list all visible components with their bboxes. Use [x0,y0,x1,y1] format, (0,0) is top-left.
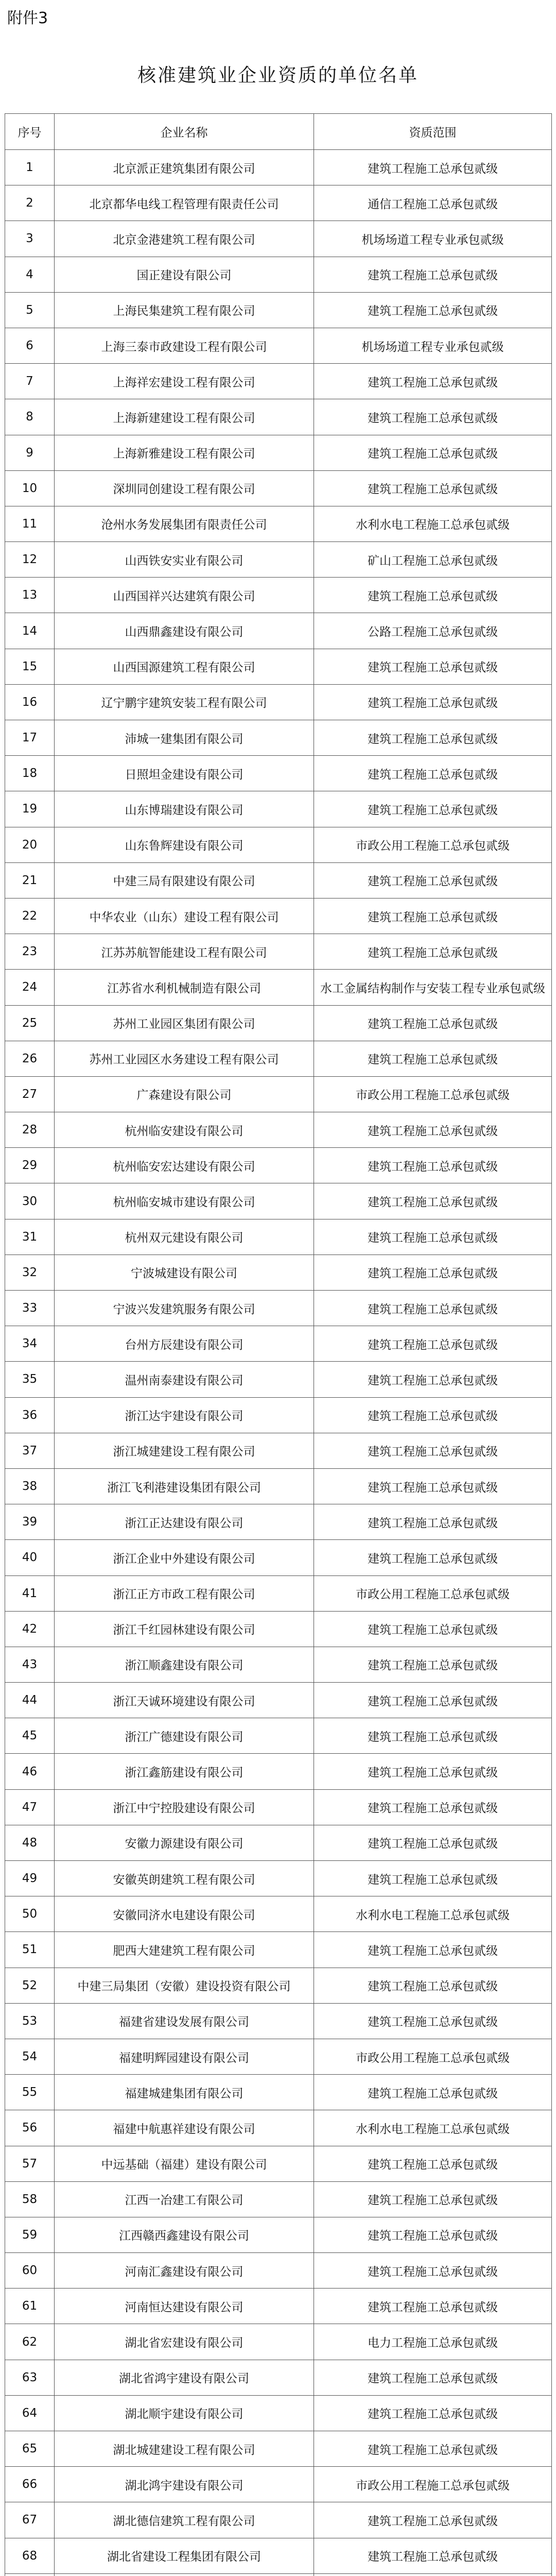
cell-serial-number: 10 [5,470,55,506]
cell-company-name: 湖北城建建设工程有限公司 [55,2431,314,2467]
table-row [5,2431,552,2467]
cell-serial-number: 11 [5,506,55,541]
cell-serial-number: 36 [5,1397,55,1433]
table-row [5,898,552,934]
cell-qualification-scope: 建筑工程施工总承包贰级 [314,1683,552,1718]
table-row [5,2538,552,2573]
cell-company-name: 浙江天诚环境建设有限公司 [55,1683,314,1718]
cell-serial-number: 13 [5,578,55,613]
cell-qualification-scope: 建筑工程施工总承包贰级 [314,2502,552,2538]
cell-serial-number: 62 [5,2324,55,2360]
cell-serial-number: 3 [5,221,55,257]
cell-serial-number: 38 [5,1468,55,1504]
table-row [5,542,552,578]
table-row [5,1825,552,1860]
cell-company-name: 山东博瑞建设有限公司 [55,791,314,827]
cell-qualification-scope: 机场场道工程专业承包贰级 [314,221,552,257]
cell-company-name: 中建三局有限建设有限公司 [55,862,314,898]
table-row [5,257,552,292]
cell-qualification-scope: 市政公用工程施工总承包贰级 [314,827,552,862]
cell-qualification-scope: 市政公用工程施工总承包贰级 [314,2467,552,2502]
table-row [5,2253,552,2289]
table-row [5,2467,552,2502]
cell-qualification-scope: 建筑工程施工总承包贰级 [314,364,552,399]
cell-serial-number [5,2573,55,2576]
cell-qualification-scope: 建筑工程施工总承包贰级 [314,1255,552,1290]
table-row [5,185,552,221]
table-row [5,2039,552,2074]
cell-company-name: 上海新建建设工程有限公司 [55,399,314,435]
cell-company-name: 河南汇鑫建设有限公司 [55,2253,314,2289]
cell-company-name: 浙江达宇建设有限公司 [55,1397,314,1433]
table-row [5,2217,552,2252]
cell-company-name: 河南恒达建设有限公司 [55,2289,314,2324]
table-row [5,1468,552,1504]
cell-serial-number: 29 [5,1148,55,1183]
table-row [5,791,552,827]
cell-qualification-scope: 建筑工程施工总承包贰级 [314,2360,552,2395]
cell-qualification-scope: 建筑工程施工总承包贰级 [314,1968,552,2003]
cell-company-name: 宁波兴发建筑服务有限公司 [55,1291,314,1326]
cell-serial-number: 54 [5,2039,55,2074]
table-row [5,1683,552,1718]
cell-qualification-scope: 建筑工程施工总承包贰级 [314,2289,552,2324]
cell-company-name: 浙江千红园林建设有限公司 [55,1611,314,1647]
cell-serial-number: 40 [5,1540,55,1575]
cell-serial-number: 22 [5,898,55,934]
cell-company-name: 中华农业（山东）建设工程有限公司 [55,898,314,934]
cell-qualification-scope: 建筑工程施工总承包贰级 [314,934,552,970]
cell-qualification-scope: 建筑工程施工总承包贰级 [314,1148,552,1183]
table-row [5,1718,552,1754]
cell-serial-number: 19 [5,791,55,827]
table-row [5,2395,552,2431]
table-row [5,1504,552,1540]
table-row [5,1041,552,1076]
cell-company-name: 浙江中宁控股建设有限公司 [55,1789,314,1825]
cell-qualification-scope: 建筑工程施工总承包贰级 [314,1754,552,1789]
cell-serial-number: 53 [5,2003,55,2039]
cell-qualification-scope: 公路工程施工总承包贰级 [314,613,552,649]
cell-serial-number: 45 [5,1718,55,1754]
table-row [5,1255,552,1290]
cell-qualification-scope: 建筑工程施工总承包贰级 [314,2217,552,2252]
document-title: 核准建筑业企业资质的单位名单 [137,65,419,86]
cell-qualification-scope: 市政公用工程施工总承包贰级 [314,2039,552,2074]
cell-company-name: 湖北德信建筑工程有限公司 [55,2502,314,2538]
cell-qualification-scope: 建筑工程施工总承包贰级 [314,1433,552,1468]
cell-company-name: 杭州临安建设有限公司 [55,1112,314,1148]
cell-serial-number: 58 [5,2181,55,2217]
cell-company-name: 浙江正达建设有限公司 [55,1504,314,1540]
cell-company-name: 湖北鸿宇建设有限公司 [55,2467,314,2502]
cell-serial-number: 32 [5,1255,55,1290]
cell-company-name: 安徽同济水电建设有限公司 [55,1896,314,1932]
cell-serial-number: 49 [5,1861,55,1896]
cell-qualification-scope [314,2573,552,2576]
cell-qualification-scope: 市政公用工程施工总承包贰级 [314,1575,552,1611]
cell-serial-number: 23 [5,934,55,970]
cell-qualification-scope: 建筑工程施工总承包贰级 [314,399,552,435]
cell-company-name: 江西赣西鑫建设有限公司 [55,2217,314,2252]
cell-qualification-scope: 通信工程施工总承包贰级 [314,185,552,221]
cell-serial-number: 27 [5,1076,55,1112]
table-row [5,827,552,862]
cell-qualification-scope: 建筑工程施工总承包贰级 [314,649,552,684]
cell-company-name: 山西铁安实业有限公司 [55,542,314,578]
cell-company-name: 北京派正建筑集团有限公司 [55,150,314,185]
cell-serial-number: 33 [5,1291,55,1326]
cell-qualification-scope: 建筑工程施工总承包贰级 [314,1611,552,1647]
cell-company-name: 浙江顺鑫建设有限公司 [55,1647,314,1682]
cell-qualification-scope: 建筑工程施工总承包贰级 [314,1647,552,1682]
cell-serial-number: 17 [5,720,55,756]
table-row [5,2360,552,2395]
table-row [5,435,552,470]
cell-serial-number: 46 [5,1754,55,1789]
cell-serial-number: 8 [5,399,55,435]
cell-company-name: 辽宁鹏宇建筑安装工程有限公司 [55,684,314,720]
cell-qualification-scope: 建筑工程施工总承包贰级 [314,1540,552,1575]
cell-company-name: 广森建设有限公司 [55,1076,314,1112]
table-row [5,150,552,185]
cell-qualification-scope: 建筑工程施工总承包贰级 [314,470,552,506]
cell-serial-number: 35 [5,1362,55,1397]
cell-company-name: 浙江广德建设有限公司 [55,1718,314,1754]
cell-company-name: 肥西大建建筑工程有限公司 [55,1932,314,1968]
cell-qualification-scope: 建筑工程施工总承包贰级 [314,1112,552,1148]
cell-qualification-scope: 建筑工程施工总承包贰级 [314,2538,552,2573]
cell-qualification-scope: 建筑工程施工总承包贰级 [314,2253,552,2289]
cell-company-name: 浙江鑫筋建设有限公司 [55,1754,314,1789]
table-row [5,1540,552,1575]
table-row [5,1397,552,1433]
cell-company-name: 国正建设有限公司 [55,257,314,292]
cell-company-name: 日照坦金建设有限公司 [55,756,314,791]
cell-serial-number: 2 [5,185,55,221]
table-row [5,1433,552,1468]
cell-company-name: 杭州临安城市建设有限公司 [55,1183,314,1219]
cell-serial-number: 42 [5,1611,55,1647]
cell-company-name: 沛城一建集团有限公司 [55,720,314,756]
cell-qualification-scope: 建筑工程施工总承包贰级 [314,1291,552,1326]
cell-company-name: 上海新雅建设工程有限公司 [55,435,314,470]
table-row [5,1148,552,1183]
cell-company-name: 江苏省水利机械制造有限公司 [55,970,314,1005]
cell-company-name: 深圳同创建设工程有限公司 [55,470,314,506]
cell-serial-number: 64 [5,2395,55,2431]
table-row [5,399,552,435]
cell-qualification-scope: 建筑工程施工总承包贰级 [314,1183,552,1219]
table-row [5,720,552,756]
cell-serial-number: 1 [5,150,55,185]
cell-qualification-scope: 建筑工程施工总承包贰级 [314,1789,552,1825]
cell-serial-number: 5 [5,292,55,328]
cell-serial-number: 12 [5,542,55,578]
cell-company-name: 福建中航惠祥建设有限公司 [55,2110,314,2146]
cell-qualification-scope: 建筑工程施工总承包贰级 [314,898,552,934]
table-row [5,1789,552,1825]
cell-company-name: 湖北省宏建设有限公司 [55,2324,314,2360]
table-row [5,2181,552,2217]
cell-company-name: 温州南泰建设有限公司 [55,1362,314,1397]
cell-company-name: 苏州工业园区集团有限公司 [55,1005,314,1041]
table-row [5,2075,552,2110]
table-row [5,1076,552,1112]
cell-company-name: 浙江飞利港建设集团有限公司 [55,1468,314,1504]
table-row [5,1611,552,1647]
cell-qualification-scope: 建筑工程施工总承包贰级 [314,2075,552,2110]
cell-serial-number: 60 [5,2253,55,2289]
cell-serial-number: 24 [5,970,55,1005]
cell-serial-number: 37 [5,1433,55,1468]
table-row [5,1183,552,1219]
cell-serial-number: 34 [5,1326,55,1362]
cell-serial-number: 20 [5,827,55,862]
cell-serial-number: 21 [5,862,55,898]
cell-serial-number: 67 [5,2502,55,2538]
cell-company-name: 福建省建设发展有限公司 [55,2003,314,2039]
cell-qualification-scope: 建筑工程施工总承包贰级 [314,2003,552,2039]
cell-qualification-scope: 建筑工程施工总承包贰级 [314,720,552,756]
table-row [5,684,552,720]
cell-serial-number: 18 [5,756,55,791]
cell-company-name: 杭州双元建设有限公司 [55,1219,314,1255]
table-row [5,328,552,363]
table-row [5,1575,552,1611]
cell-company-name: 湖北省鸿宇建设有限公司 [55,2360,314,2395]
table-row [5,2573,552,2576]
table-row [5,1219,552,1255]
table-header [5,114,552,150]
cell-qualification-scope: 建筑工程施工总承包贰级 [314,1468,552,1504]
table-row [5,862,552,898]
cell-company-name: 浙江企业中外建设有限公司 [55,1540,314,1575]
cell-qualification-scope: 建筑工程施工总承包贰级 [314,150,552,185]
table-row [5,2502,552,2538]
cell-company-name: 中远基础（福建）建设有限公司 [55,2146,314,2181]
cell-company-name: 安徽英朗建筑工程有限公司 [55,1861,314,1896]
cell-company-name: 沧州水务发展集团有限责任公司 [55,506,314,541]
cell-company-name: 山西鼎鑫建设有限公司 [55,613,314,649]
cell-qualification-scope: 建筑工程施工总承包贰级 [314,862,552,898]
cell-serial-number: 61 [5,2289,55,2324]
cell-serial-number: 30 [5,1183,55,1219]
table-row [5,756,552,791]
header-serial-number: 序号 [5,114,55,150]
cell-company-name: 安徽力源建设有限公司 [55,1825,314,1860]
cell-serial-number: 56 [5,2110,55,2146]
cell-qualification-scope: 建筑工程施工总承包贰级 [314,292,552,328]
cell-qualification-scope: 市政公用工程施工总承包贰级 [314,1076,552,1112]
table-row [5,2289,552,2324]
cell-company-name: 江苏苏航智能建设工程有限公司 [55,934,314,970]
table-row [5,2324,552,2360]
cell-serial-number: 51 [5,1932,55,1968]
cell-qualification-scope: 建筑工程施工总承包贰级 [314,578,552,613]
cell-serial-number: 41 [5,1575,55,1611]
cell-company-name: 中建三局集团（安徽）建设投资有限公司 [55,1968,314,2003]
cell-serial-number: 48 [5,1825,55,1860]
table-row [5,1112,552,1148]
cell-company-name: 北京都华电线工程管理有限责任公司 [55,185,314,221]
cell-qualification-scope: 建筑工程施工总承包贰级 [314,791,552,827]
cell-serial-number: 47 [5,1789,55,1825]
table-row [5,506,552,541]
cell-serial-number: 39 [5,1504,55,1540]
cell-serial-number: 50 [5,1896,55,1932]
table-body [5,150,552,2576]
cell-serial-number: 14 [5,613,55,649]
cell-company-name: 上海祥宏建设工程有限公司 [55,364,314,399]
table-row [5,470,552,506]
cell-qualification-scope: 水利水电工程施工总承包贰级 [314,2110,552,2146]
cell-qualification-scope: 建筑工程施工总承包贰级 [314,1504,552,1540]
cell-qualification-scope: 建筑工程施工总承包贰级 [314,435,552,470]
cell-serial-number: 6 [5,328,55,363]
cell-qualification-scope: 建筑工程施工总承包贰级 [314,1397,552,1433]
cell-serial-number: 63 [5,2360,55,2395]
cell-serial-number: 66 [5,2467,55,2502]
table-row [5,1754,552,1789]
cell-company-name: 山东鲁辉建设有限公司 [55,827,314,862]
approved-enterprises-table [5,113,552,2576]
table-row [5,1005,552,1041]
table-row [5,364,552,399]
cell-qualification-scope: 建筑工程施工总承包贰级 [314,1861,552,1896]
cell-qualification-scope: 电力工程施工总承包贰级 [314,2324,552,2360]
cell-company-name: 苏州工业园区水务建设工程有限公司 [55,1041,314,1076]
header-qualification-scope: 资质范围 [314,114,552,150]
table-row [5,221,552,257]
cell-qualification-scope: 建筑工程施工总承包贰级 [314,2431,552,2467]
header-row [5,114,552,150]
table-row [5,1291,552,1326]
cell-company-name: 湖北省建设工程集团有限公司 [55,2538,314,2573]
table-row [5,1861,552,1896]
table-row [5,649,552,684]
cell-serial-number: 44 [5,1683,55,1718]
table-row [5,1896,552,1932]
cell-qualification-scope: 机场场道工程专业承包贰级 [314,328,552,363]
table-row [5,1647,552,1682]
cell-qualification-scope: 建筑工程施工总承包贰级 [314,257,552,292]
cell-qualification-scope: 建筑工程施工总承包贰级 [314,1041,552,1076]
cell-serial-number: 4 [5,257,55,292]
table-row [5,1326,552,1362]
cell-qualification-scope: 建筑工程施工总承包贰级 [314,1362,552,1397]
cell-company-name: 山西国源建筑工程有限公司 [55,649,314,684]
cell-qualification-scope: 建筑工程施工总承包贰级 [314,1825,552,1860]
cell-company-name: 浙江正方市政工程有限公司 [55,1575,314,1611]
cell-serial-number: 7 [5,364,55,399]
table-row [5,1362,552,1397]
table-row [5,934,552,970]
cell-serial-number: 16 [5,684,55,720]
cell-company-name: 福建城建集团有限公司 [55,2075,314,2110]
cell-qualification-scope: 水工金属结构制作与安装工程专业承包贰级 [314,970,552,1005]
cell-company-name: 北京金港建筑工程有限公司 [55,221,314,257]
cell-company-name [55,2573,314,2576]
cell-serial-number: 57 [5,2146,55,2181]
table-row [5,613,552,649]
cell-serial-number: 26 [5,1041,55,1076]
cell-serial-number: 9 [5,435,55,470]
cell-company-name: 杭州临安宏达建设有限公司 [55,1148,314,1183]
cell-serial-number: 25 [5,1005,55,1041]
cell-qualification-scope: 建筑工程施工总承包贰级 [314,684,552,720]
cell-company-name: 浙江城建建设工程有限公司 [55,1433,314,1468]
cell-qualification-scope: 建筑工程施工总承包贰级 [314,1005,552,1041]
table-row [5,1968,552,2003]
table-row [5,970,552,1005]
attachment-label: 附件3 [7,9,48,27]
cell-company-name: 山西国祥兴达建筑有限公司 [55,578,314,613]
table-row [5,292,552,328]
cell-qualification-scope: 建筑工程施工总承包贰级 [314,2395,552,2431]
table-row [5,2003,552,2039]
cell-qualification-scope: 建筑工程施工总承包贰级 [314,1219,552,1255]
cell-qualification-scope: 水利水电工程施工总承包贰级 [314,506,552,541]
cell-qualification-scope: 建筑工程施工总承包贰级 [314,1326,552,1362]
cell-company-name: 江西一冶建工有限公司 [55,2181,314,2217]
cell-serial-number: 28 [5,1112,55,1148]
cell-serial-number: 43 [5,1647,55,1682]
cell-qualification-scope: 建筑工程施工总承包贰级 [314,1932,552,1968]
cell-serial-number: 15 [5,649,55,684]
cell-company-name: 宁波城建设有限公司 [55,1255,314,1290]
table-row [5,1932,552,1968]
cell-company-name: 福建明辉园建设有限公司 [55,2039,314,2074]
cell-qualification-scope: 建筑工程施工总承包贰级 [314,756,552,791]
table-row [5,2110,552,2146]
cell-qualification-scope: 建筑工程施工总承包贰级 [314,2181,552,2217]
cell-qualification-scope: 矿山工程施工总承包贰级 [314,542,552,578]
table-row [5,578,552,613]
cell-serial-number: 52 [5,1968,55,2003]
cell-qualification-scope: 建筑工程施工总承包贰级 [314,1718,552,1754]
cell-serial-number: 68 [5,2538,55,2573]
cell-serial-number: 65 [5,2431,55,2467]
cell-qualification-scope: 水利水电工程施工总承包贰级 [314,1896,552,1932]
cell-qualification-scope: 建筑工程施工总承包贰级 [314,2146,552,2181]
cell-company-name: 上海民集建筑工程有限公司 [55,292,314,328]
header-company-name: 企业名称 [55,114,314,150]
cell-serial-number: 31 [5,1219,55,1255]
cell-serial-number: 59 [5,2217,55,2252]
cell-serial-number: 55 [5,2075,55,2110]
cell-company-name: 上海三泰市政建设工程有限公司 [55,328,314,363]
cell-company-name: 台州方辰建设有限公司 [55,1326,314,1362]
table-row [5,2146,552,2181]
cell-company-name: 湖北顺宇建设有限公司 [55,2395,314,2431]
